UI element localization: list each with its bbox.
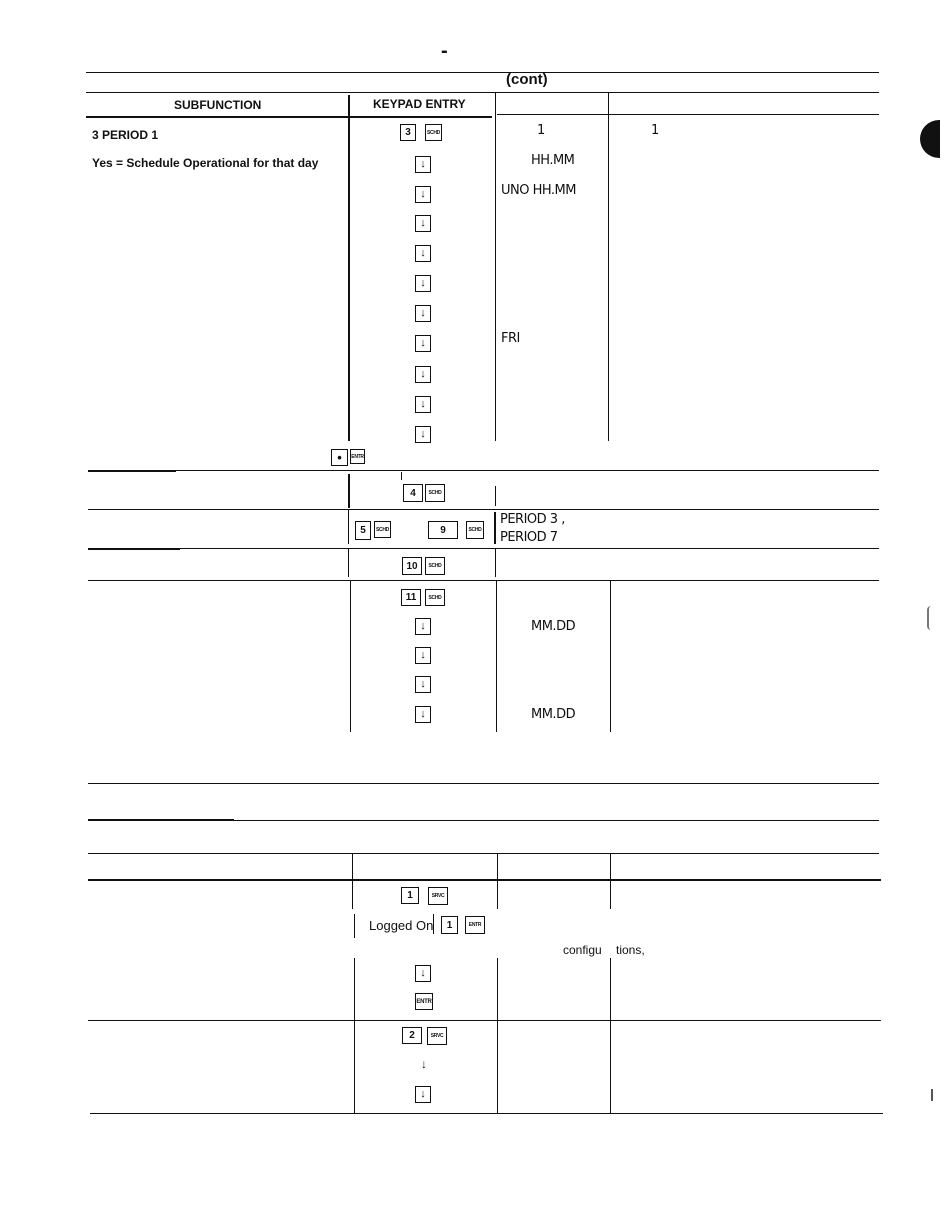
lower-divider-2b (497, 958, 498, 1113)
down-arrow-key[interactable]: ↓ (415, 335, 431, 352)
row4-divider-mid (401, 472, 402, 480)
row4-divider-left (348, 474, 350, 508)
display-uno-hhmm: UNO HH.MM (501, 183, 576, 198)
down-arrow-key[interactable]: ↓ (415, 396, 431, 413)
down-arrow-icon: ↓ (421, 1057, 427, 1071)
header-rule-top (86, 92, 879, 93)
config-text-fragment: configu (563, 943, 602, 957)
key-5[interactable]: 5 (355, 521, 371, 540)
lower-divider-1a (352, 853, 353, 909)
col-divider-3 (608, 93, 609, 441)
down-arrow-key[interactable]: ↓ (415, 965, 431, 982)
key-11[interactable]: 11 (401, 589, 421, 606)
key-1[interactable]: 1 (441, 916, 458, 934)
period1-display-num: 1 (537, 123, 545, 138)
down-arrow-key[interactable]: ↓ (415, 215, 431, 232)
period1-label: 3 PERIOD 1 (92, 128, 159, 142)
section-rule-2-thick (88, 819, 234, 821)
rule-row10 (88, 548, 879, 549)
down-arrow-key[interactable]: ↓ (415, 647, 431, 664)
key-srvc[interactable]: SRVC (428, 887, 448, 905)
rule-row4-short (88, 471, 176, 472)
display-hhmm: HH.MM (531, 153, 575, 168)
row5-divider-left (348, 510, 349, 544)
dot-key[interactable]: • (331, 449, 348, 466)
down-arrow-key[interactable]: ↓ (415, 366, 431, 383)
top-rule (86, 72, 879, 73)
down-arrow-key[interactable]: ↓ (415, 275, 431, 292)
display-period3: PERIOD 3 , (500, 512, 565, 527)
key-schd[interactable]: SCHD (425, 484, 445, 502)
enter-key[interactable]: ENTR (415, 993, 433, 1010)
down-arrow-key[interactable]: ↓ (415, 1086, 431, 1103)
key-9[interactable]: 9 (428, 521, 458, 539)
row10-divider-left (348, 549, 349, 577)
bottom-rule (90, 1113, 883, 1114)
title-dash: - (441, 40, 448, 62)
rule-row11 (88, 580, 879, 581)
logged-on-bracket (354, 914, 355, 938)
lower-divider-1b (354, 958, 355, 1113)
logged-on-label: Logged On (369, 918, 434, 933)
lower-divider-2a (497, 853, 498, 909)
down-arrow-key[interactable]: ↓ (415, 156, 431, 173)
binding-hole-mark (920, 120, 940, 158)
enter-key[interactable]: ENTR (465, 916, 485, 934)
key-schd[interactable]: SCHD (425, 124, 442, 141)
rule-row5 (88, 509, 879, 510)
key-schd[interactable]: SCHD (425, 589, 445, 606)
header-rule-bottom-left (86, 116, 492, 118)
row11-divider-3 (610, 580, 611, 732)
key-schd[interactable]: SCHD (466, 521, 484, 539)
display-period7: PERIOD 7 (500, 530, 558, 545)
logged-on-bracket-right (433, 914, 434, 934)
row11-divider-2 (496, 580, 497, 732)
down-arrow-key[interactable]: ↓ (415, 245, 431, 262)
rule-row10-short (88, 549, 180, 550)
down-arrow-key[interactable]: ↓ (415, 618, 431, 635)
enter-key[interactable]: ENTR (350, 449, 365, 464)
lower-divider-3a (610, 853, 611, 909)
key-3[interactable]: 3 (400, 124, 416, 141)
period1-comment-num: 1 (651, 123, 659, 138)
subfunction-header: SUBFUNCTION (174, 98, 262, 112)
col-divider-1 (348, 95, 350, 441)
key-2[interactable]: 2 (402, 1027, 422, 1044)
col-divider-2 (495, 93, 496, 441)
row4-divider-right (495, 486, 496, 506)
rule-row4 (88, 470, 879, 471)
key-schd[interactable]: SCHD (374, 521, 391, 538)
down-arrow-key[interactable]: ↓ (415, 706, 431, 723)
display-mmdd-start: MM.DD (531, 619, 576, 634)
down-arrow-key[interactable]: ↓ (415, 676, 431, 693)
key-srvc[interactable]: SRVC (427, 1027, 447, 1045)
lower-header-rule-bottom (88, 879, 881, 881)
header-rule-bottom-right (497, 114, 879, 115)
display-fri: FRI (501, 331, 520, 346)
config-text-fragment-2: tions, (616, 943, 645, 957)
cont-label: (cont) (506, 71, 548, 88)
key-schd[interactable]: SCHD (425, 557, 445, 575)
down-arrow-key[interactable]: ↓ (415, 305, 431, 322)
section-rule-1 (88, 783, 879, 784)
down-arrow-key[interactable]: ↓ (415, 426, 431, 443)
key-1[interactable]: 1 (401, 887, 419, 904)
row5-divider-right (494, 512, 496, 544)
display-mmdd-end: MM.DD (531, 707, 576, 722)
lower-header-rule-top (88, 853, 879, 854)
row11-divider-1 (350, 580, 351, 732)
margin-mark (931, 1089, 935, 1101)
lower-rule-row2 (88, 1020, 881, 1021)
key-10[interactable]: 10 (402, 557, 422, 575)
period1-note: Yes = Schedule Operational for that day (92, 156, 319, 170)
key-4[interactable]: 4 (403, 484, 423, 502)
lower-divider-3b (610, 958, 611, 1113)
down-arrow-key[interactable]: ↓ (415, 186, 431, 203)
margin-mark (927, 606, 935, 630)
row10-divider-right (495, 549, 496, 577)
keypad-entry-header: KEYPAD ENTRY (373, 97, 466, 111)
